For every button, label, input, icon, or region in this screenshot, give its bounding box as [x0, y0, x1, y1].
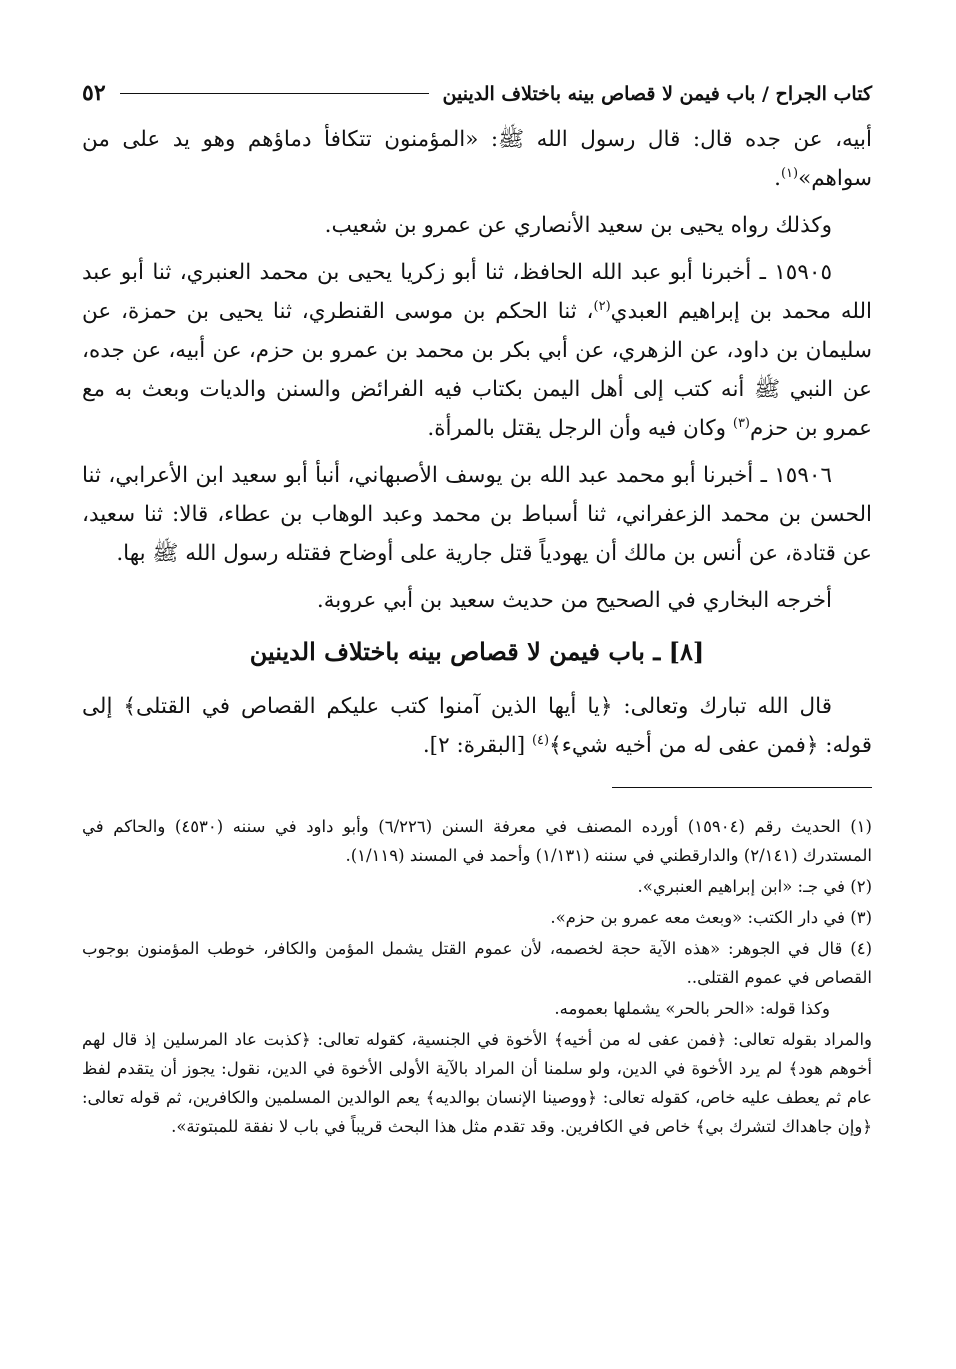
footnote-ref-1: (١) — [780, 165, 799, 181]
footnote-2: (٢) في جـ: «ابن إبراهيم العنبري». — [637, 877, 872, 896]
header-rule — [120, 93, 429, 94]
footnote-4: (٤) قال في الجوهر: «هذه الآية حجة لخصمه، لأن عموم القتل يشمل المؤمن والكافر، خوطب المؤمنون بوجوب القصاص في عموم القتلى.. — [82, 939, 872, 987]
paragraph-5: أخرجه البخاري في الصحيح من حديث سعيد بن أبي عروبة. — [316, 588, 832, 613]
footnote-ref-2: (٢) — [593, 298, 611, 314]
page-number: ٥٢ — [82, 80, 106, 106]
running-title: كتاب الجراح / باب فيمن لا قصاص بينه باختلاف الدينين — [442, 83, 872, 105]
main-text — [82, 120, 872, 765]
footnote-3: (٣) في دار الكتب: «وبعث معه عمرو بن حزم». — [550, 908, 872, 927]
paragraph-2: وكذلك رواه يحيى بن سعيد الأنصاري عن عمرو بن شعيب. — [324, 213, 832, 238]
paragraph-6-text: قال الله تبارك وتعالى: ﴿يا أيها الذين آمنوا كتب عليكم القصاص في القتلى﴾ إلى قوله: ﴿فمن عفى له من أخيه شيء﴾ — [82, 694, 872, 758]
paragraph-1-text: أبيه، عن جده قال: قال رسول الله ﷺ: «المؤمنون تتكافأ دماؤهم وهو يد على من سواهم» — [82, 127, 872, 191]
paragraph-6-end: [البقرة: ٢]. — [422, 733, 532, 758]
hadith-15905-part-c: وكان فيه وأن الرجل يقتل بالمرأة. — [427, 416, 733, 441]
footnote-ref-4: (٤) — [531, 732, 550, 748]
footnotes — [82, 812, 872, 1141]
footnote-separator — [612, 787, 872, 788]
footnote-4-continuation-2: والمراد بقوله تعالى: ﴿فمن عفى له من أخيه﴾ الأخوة في الجنسية، كقوله تعالى: ﴿كذبت عاد المرسلين إذ قال لهم أخوهم هود﴾ لم يرد الأخوة في الدين، ولو سلمنا أن المراد بالآية الأولى الأخوة في الدين، نقول: يجوز أن يتقدم لفظ عام ثم يعطف عليه خاص، كقوله تعالى: ﴿ووصينا الإنسان بوالديه﴾ يعم الوالدين المسلمين والكافرين، ثم قوله تعالى: ﴿وإن جاهداك لتشرك بي﴾ خاص في الكافرين. وقد تقدم مثل هذا البحث قريباً في باب لا نفقة للمبتوتة». — [82, 1030, 872, 1136]
hadith-15906: ١٥٩٠٦ ـ أخبرنا أبو محمد عبد الله بن يوسف الأصبهاني، أنبأ أبو سعيد ابن الأعرابي، ثنا الحسن بن محمد الزعفراني، ثنا أسباط بن محمد وعبد الوهاب بن عطاء، قالا: ثنا سعيد، عن قتادة، عن أنس بن مالك أن يهودياً قتل جارية على أوضاح فقتله رسول الله ﷺ بها. — [82, 463, 872, 566]
footnote-4-continuation-1: وكذا قوله: «الحر بالحر» يشملها بعمومه. — [554, 999, 830, 1018]
hadith-15905-part-b: ، ثنا الحكم بن موسى القنطري، ثنا يحيى بن حمزة، عن سليمان بن داود، عن الزهري، عن أبي بكر بن محمد بن عمرو بن حزم، عن أبيه، عن جده، عن النبي ﷺ أنه كتب إلى أهل اليمن بكتاب فيه الفرائض والسنن والديات وبعث به مع عمرو بن حزم — [82, 299, 872, 441]
paragraph-1-end: . — [774, 166, 781, 191]
footnote-ref-3: (٣) — [732, 415, 750, 431]
hadith-15905 — [82, 253, 872, 448]
hadith-15905-part-a: ١٥٩٠٥ ـ أخبرنا أبو عبد الله الحافظ، ثنا أبو زكريا يحيى بن محمد العنبري، ثنا أبو عبد الله محمد بن إبراهيم العبدي — [82, 260, 872, 324]
book-page — [82, 80, 872, 1143]
running-header — [82, 80, 872, 114]
paragraph-1 — [82, 120, 872, 198]
section-heading: [٨] ـ باب فيمن لا قصاص بينه باختلاف الدينين — [249, 637, 705, 666]
paragraph-6 — [82, 687, 872, 765]
footnote-1: (١) الحديث رقم (١٥٩٠٤) أورده المصنف في معرفة السنن (٦/٢٢٦) وأبو داود في سننه (٤٥٣٠) والحاكم في المستدرك (٢/١٤١) والدارقطني في سننه (١/١٣١) وأحمد في المسند (١/١١٩). — [82, 817, 872, 865]
